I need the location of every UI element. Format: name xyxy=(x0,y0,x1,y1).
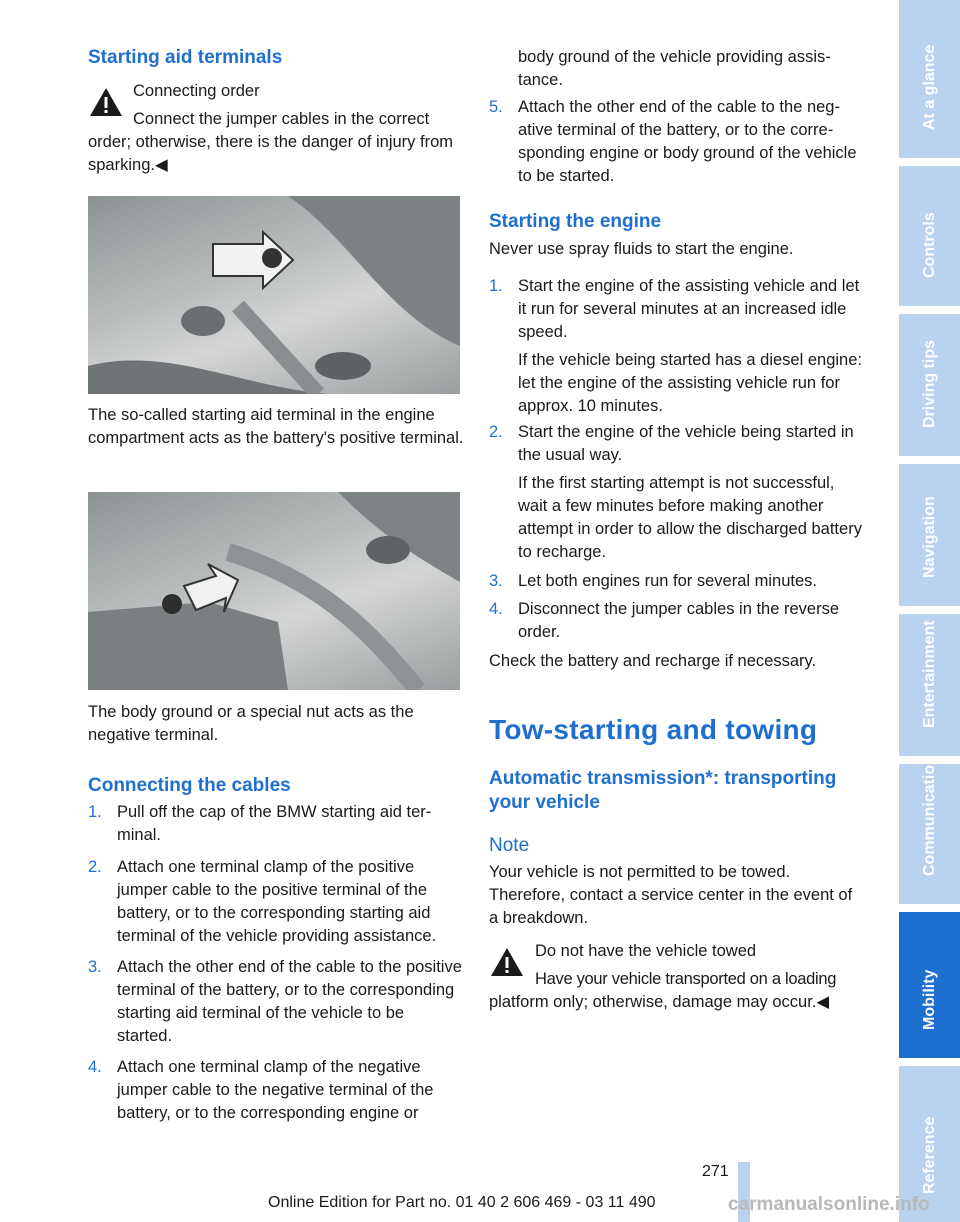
battery-check-text: Check the battery and recharge if necessary. xyxy=(489,652,817,670)
step-number: 1. xyxy=(489,277,503,295)
warning-text: platform only; otherwise, damage may occur.◀ xyxy=(489,993,830,1011)
list-item xyxy=(88,801,462,847)
warning-triangle-icon xyxy=(489,946,525,978)
tab-mobility[interactable] xyxy=(899,912,960,1058)
tab-at-a-glance[interactable] xyxy=(899,0,960,158)
step-text: Disconnect the jumper cables in the reverse order. xyxy=(518,600,839,641)
step-number: 4. xyxy=(88,1058,102,1076)
tab-label: Mobility xyxy=(920,969,938,1030)
caption-negative-terminal: The body ground or a special nut acts as the negative terminal. xyxy=(88,703,414,744)
heading-starting-aid-terminals: Starting aid terminals xyxy=(88,47,283,68)
warning-triangle-icon xyxy=(88,86,124,118)
step-number: 3. xyxy=(489,572,503,590)
engine-bay-photo-negative-terminal xyxy=(88,492,460,690)
list-item xyxy=(88,856,462,948)
note-text: Your vehicle is not permitted to be towed. Therefore, contact a service center in the event of a breakdown. xyxy=(489,863,853,927)
watermark: carmanualsonline.info xyxy=(728,1194,930,1215)
warning-line: Connect the jumper cables in the correct xyxy=(133,110,430,128)
tab-label: At a glance xyxy=(920,44,938,130)
step-number: 3. xyxy=(88,958,102,976)
step-text: Let both engines run for several minutes. xyxy=(518,572,818,590)
caption-positive-terminal: The so-called starting aid terminal in the engine compartment acts as the battery's positive terminal. xyxy=(88,406,464,447)
section-tabs xyxy=(899,0,960,1222)
list-item xyxy=(489,421,863,564)
step-number: 5. xyxy=(489,98,503,116)
warning-line: Have your vehicle transported on a loading xyxy=(535,970,837,988)
step-text: Pull off the cap of the BMW starting aid terminal. xyxy=(117,803,432,844)
tab-entertainment[interactable] xyxy=(899,614,960,756)
step-text: Attach the other end of the cable to the positive terminal of the battery, or to the corresponding starting aid terminal of the vehicle to be started. xyxy=(117,958,462,1045)
heading-automatic-transmission: Automatic transmission*: transporting your vehicle xyxy=(489,768,837,813)
warning-text: order; otherwise, there is the danger of injury from sparking.◀ xyxy=(88,133,454,174)
heading-starting-the-engine: Starting the engine xyxy=(489,211,662,232)
step-number: 2. xyxy=(88,858,102,876)
tab-label: Communication xyxy=(920,755,938,876)
list-item xyxy=(489,275,863,418)
heading-connecting-the-cables: Connecting the cables xyxy=(88,775,291,796)
step-text: Attach the other end of the cable to the negative terminal of the battery, or to the corresponding engine or body ground of the vehicle to be started. xyxy=(518,98,857,185)
tab-label: Controls xyxy=(920,212,938,278)
step-number: 1. xyxy=(88,803,102,821)
step-subtext: If the first starting attempt is not successful, wait a few minutes before making another attempt in order to allow the discharged battery to recharge. xyxy=(518,474,862,561)
step-text: Start the engine of the vehicle being started in the usual way. xyxy=(518,423,854,464)
tab-communication[interactable] xyxy=(899,755,960,904)
step-subtext: If the vehicle being started has a diesel engine: let the engine of the assisting vehicle run for approx. 10 minutes. xyxy=(518,351,862,415)
footer-part-number: Online Edition for Part no. 01 40 2 606 469 - 03 11 490 xyxy=(268,1194,656,1211)
list-item xyxy=(88,956,462,1048)
tab-label: Entertainment xyxy=(920,620,938,728)
list-item xyxy=(489,598,863,644)
tab-label: Driving tips xyxy=(920,339,938,428)
list-item xyxy=(88,1056,462,1125)
step-number: 4. xyxy=(489,600,503,618)
step-text: Start the engine of the assisting vehicle and let it run for several minutes at an increased idle speed. xyxy=(518,277,860,341)
spray-warning-text: Never use spray fluids to start the engine. xyxy=(489,240,794,258)
engine-bay-photo-positive-terminal xyxy=(88,196,460,394)
list-item xyxy=(489,570,863,593)
warning-title: Connecting order xyxy=(133,82,260,100)
heading-tow-starting-and-towing: Tow-starting and towing xyxy=(489,714,818,745)
step-text: Attach one terminal clamp of the positive jumper cable to the positive terminal of the battery, or to the corresponding starting aid terminal of the vehicle providing assistance. xyxy=(117,858,437,945)
page-number: 271 xyxy=(702,1163,729,1180)
heading-note: Note xyxy=(489,835,530,856)
tab-label: Reference xyxy=(920,1116,938,1194)
tab-driving-tips[interactable] xyxy=(899,314,960,456)
step-number: 2. xyxy=(489,423,503,441)
warning-title: Do not have the vehicle towed xyxy=(535,942,757,960)
tab-label: Navigation xyxy=(920,496,938,578)
tab-controls[interactable] xyxy=(899,166,960,306)
list-item xyxy=(489,96,863,188)
step-continuation: body ground of the vehicle providing assistance. xyxy=(518,48,831,89)
tab-navigation[interactable] xyxy=(899,464,960,606)
step-text: Attach one terminal clamp of the negative jumper cable to the negative terminal of the battery, or to the corresponding engine or xyxy=(117,1058,434,1122)
